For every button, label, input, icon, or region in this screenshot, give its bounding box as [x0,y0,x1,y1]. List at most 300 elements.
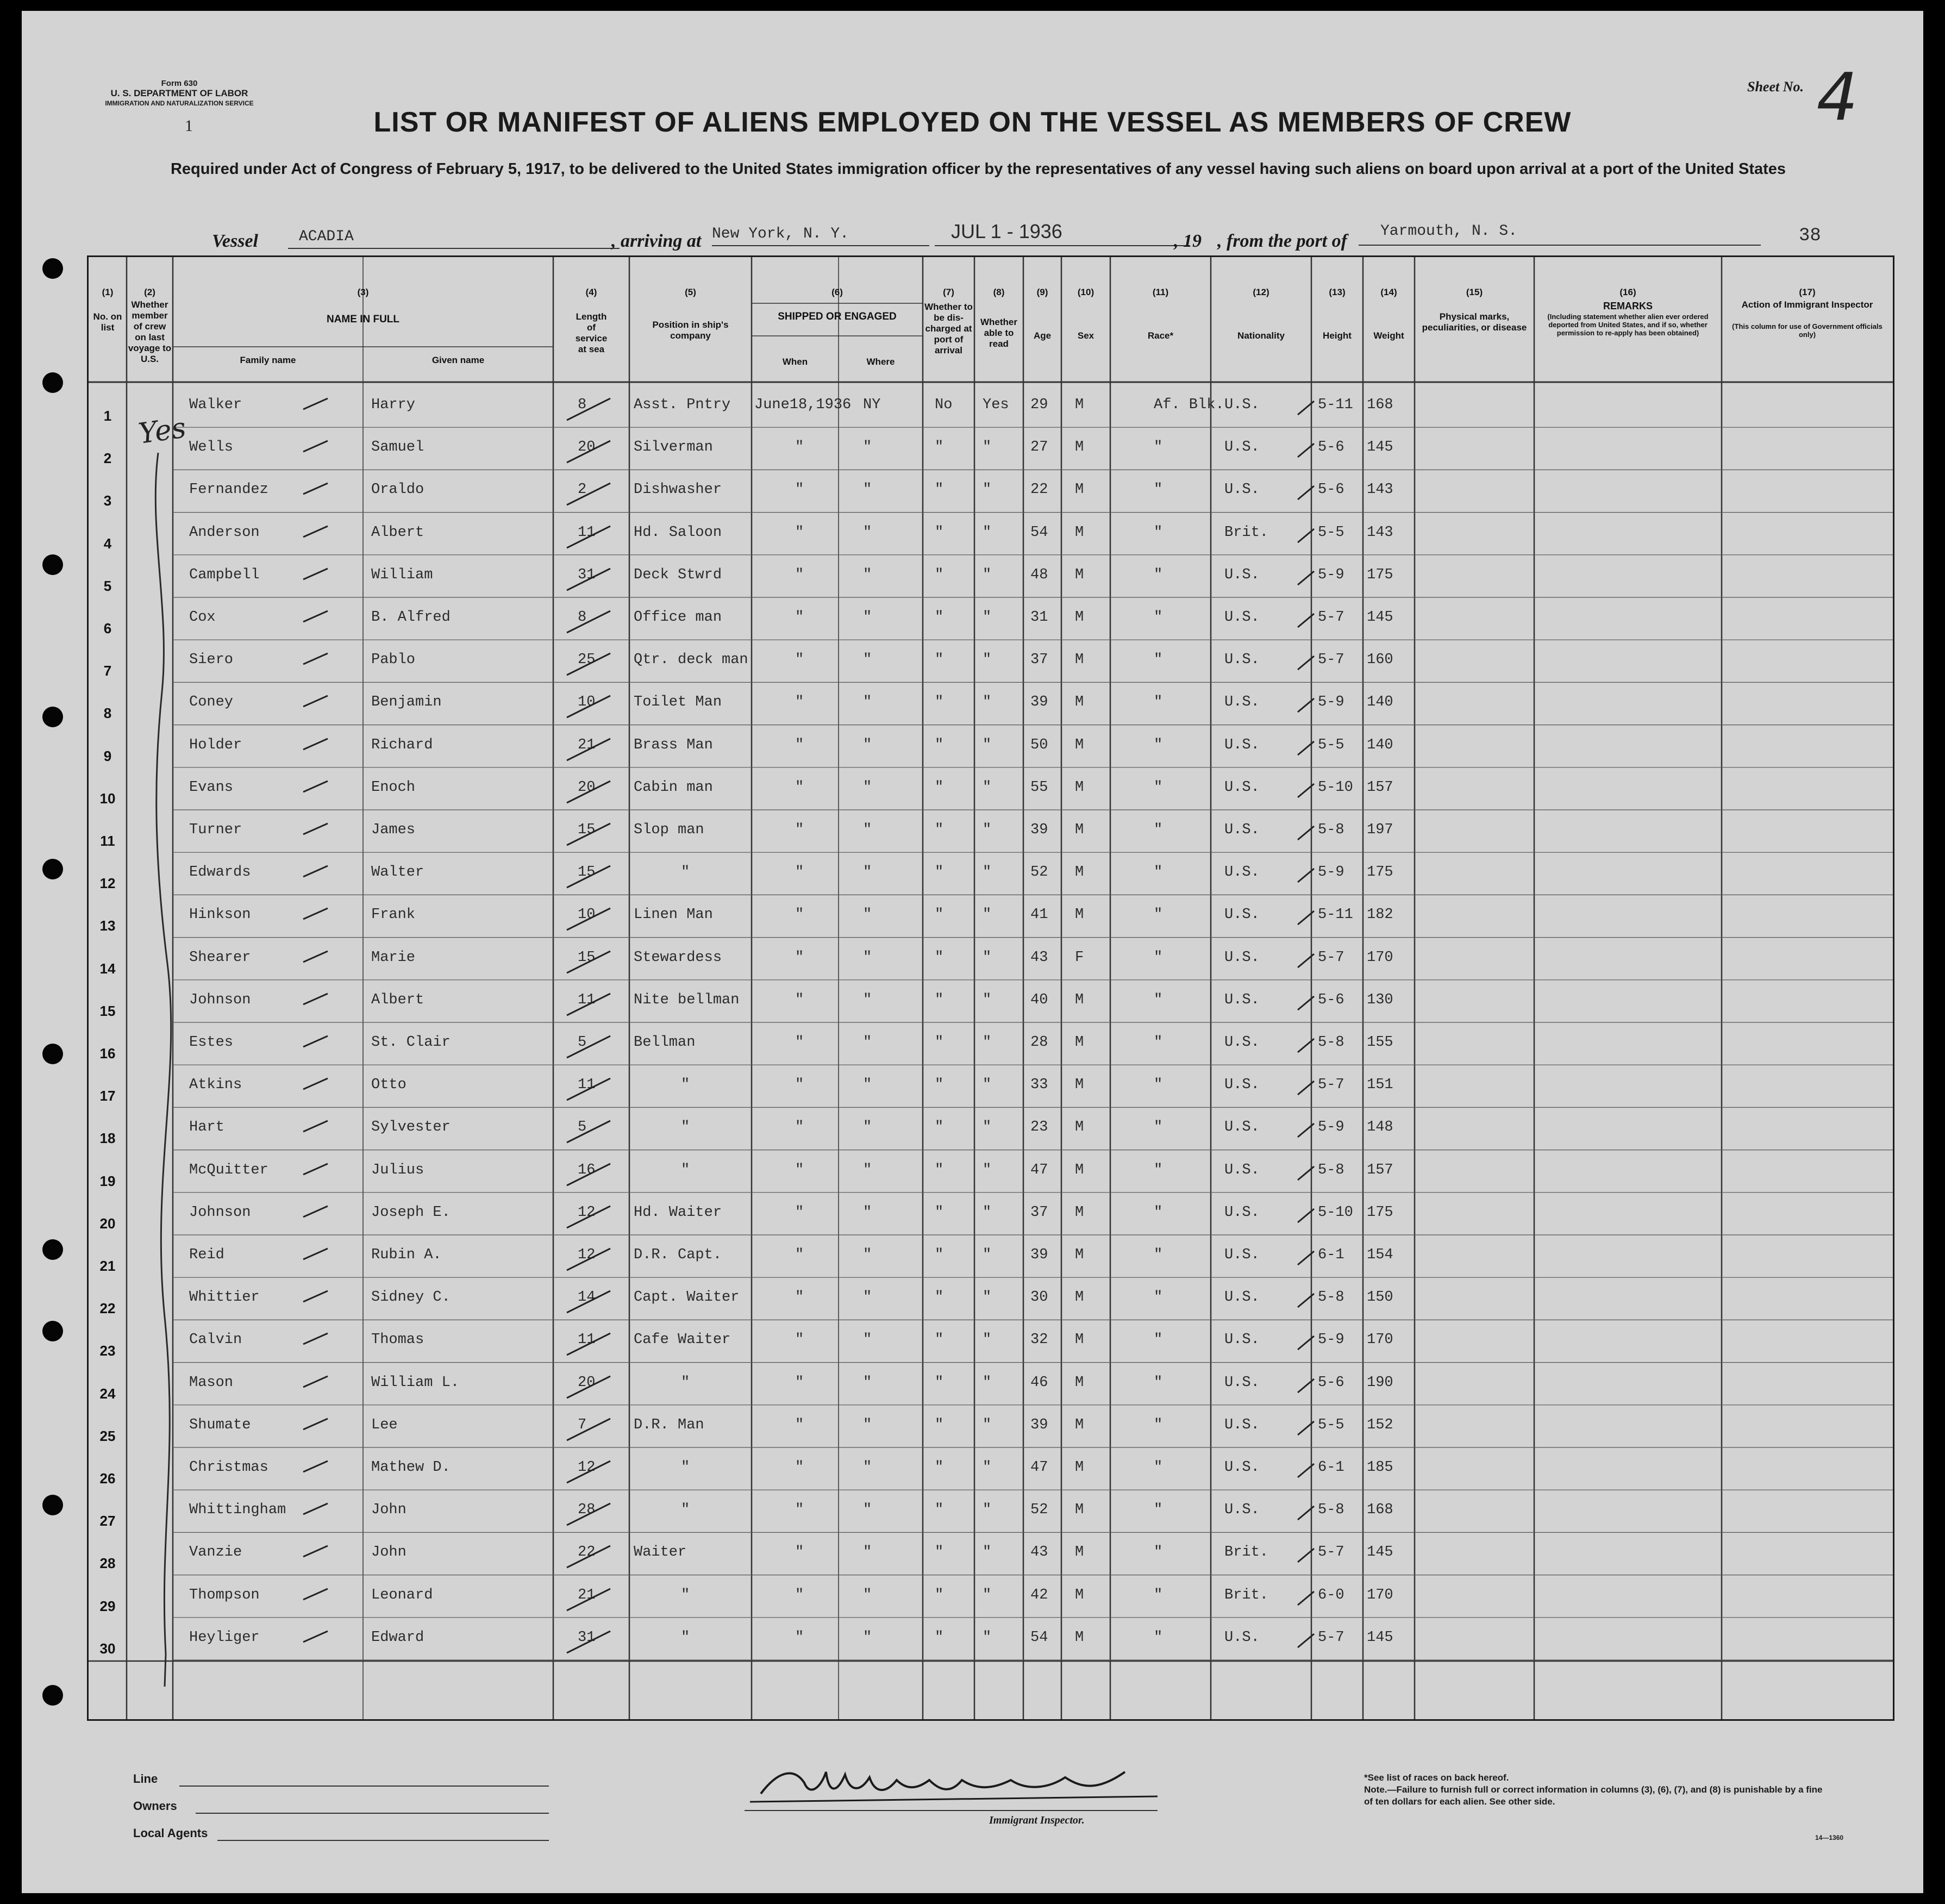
cell-weight: 143 [1367,482,1393,498]
cell-weight: 148 [1367,1119,1393,1136]
cell-when: " [795,1247,804,1263]
cell-where: " [863,694,872,711]
cell-position: Linen Man [634,907,713,923]
cell-sex: M [1075,439,1084,456]
cell-race: " [1154,736,1163,753]
cell-sex: M [1075,1502,1084,1519]
cell-family: Hinkson [189,907,251,923]
cell-read: " [983,482,992,498]
cell-position: " [681,1587,690,1603]
cell-read: " [983,1416,992,1433]
cell-age: 39 [1030,1416,1048,1433]
cell-family: Coney [189,694,234,711]
cell-given: Edward [371,1629,424,1646]
cell-height: 5-7 [1318,1077,1344,1094]
cell-nationality: U.S. [1224,439,1260,456]
cell-race: " [1154,1204,1163,1221]
inspector-signature [745,1750,1179,1810]
check-marks [89,1238,1893,1281]
cell-nationality: U.S. [1224,652,1260,669]
cell-age: 46 [1030,1374,1048,1391]
cell-read: " [983,694,992,711]
cell-nationality: U.S. [1224,1162,1260,1178]
cell-position: " [681,864,690,881]
cell-nationality: U.S. [1224,991,1260,1008]
check-marks [89,388,1893,431]
cell-race: " [1154,439,1163,456]
cell-discharged: " [935,1374,944,1391]
cell-given: Sidney C. [371,1289,451,1306]
cell-weight: 155 [1367,1034,1393,1051]
cell-height: 5-7 [1318,609,1344,626]
cell-when: " [795,1289,804,1306]
cell-nationality: U.S. [1224,1204,1260,1221]
cell-sex: M [1075,524,1084,541]
cell-given: Oraldo [371,482,424,498]
cell-where: " [863,1332,872,1349]
cell-weight: 170 [1367,1332,1393,1349]
cell-where: " [863,1119,872,1136]
cell-when: " [795,1332,804,1349]
row-number: 21 [99,1258,116,1274]
cell-age: 31 [1030,609,1048,626]
cell-discharged: " [935,1502,944,1519]
service-name: IMMIGRATION AND NATURALIZATION SERVICE [105,99,254,107]
header-length-service: Length of service at sea [575,311,608,354]
row-number: 15 [99,1002,116,1019]
cell-where: " [863,482,872,498]
cell-age: 33 [1030,1077,1048,1094]
cell-read: " [983,1162,992,1178]
cell-discharged: " [935,1332,944,1349]
cell-discharged: " [935,652,944,669]
check-marks [89,940,1893,984]
cell-service: 31 [578,1629,596,1646]
punch-hole [42,1239,63,1260]
cell-weight: 175 [1367,864,1393,881]
cell-where: " [863,1162,872,1178]
cell-sex: M [1075,1162,1084,1178]
row-number: 8 [103,705,112,722]
manifest-sheet [22,11,1923,1893]
cell-given: Marie [371,949,416,966]
cell-family: Heyliger [189,1629,260,1646]
cell-where: " [863,652,872,669]
cell-given: Frank [371,907,416,923]
cell-service: 28 [578,1502,596,1519]
cell-nationality: U.S. [1224,1374,1260,1391]
check-marks [89,1450,1893,1494]
cell-discharged: " [935,949,944,966]
cell-height: 5-9 [1318,1332,1344,1349]
check-marks [89,430,1893,473]
cell-height: 5-6 [1318,991,1344,1008]
check-marks [89,600,1893,644]
col-num-9: (9) [1036,287,1048,297]
header-inspector-note: (This column for use of Government officials only) [1732,322,1883,339]
cell-read: " [983,991,992,1008]
cell-nationality: U.S. [1224,1119,1260,1136]
cell-family: McQuitter [189,1162,268,1178]
form-code: 14—1360 [1815,1834,1844,1841]
cell-position: " [681,1077,690,1094]
header-last-voyage: Whether member of crew on last voyage to U.S. [128,299,172,364]
cell-sex: M [1075,1544,1084,1561]
cell-weight: 154 [1367,1247,1393,1263]
cell-position: " [681,1119,690,1136]
cell-given: B. Alfred [371,609,451,626]
cell-race: " [1154,1119,1163,1136]
check-marks [89,770,1893,814]
cell-given: Otto [371,1077,406,1094]
cell-given: Sylvester [371,1119,451,1136]
cell-service: 15 [578,949,596,966]
cell-position: Slop man [634,822,704,838]
row-number: 13 [99,917,116,934]
cell-when: " [795,566,804,583]
cell-when: " [795,1119,804,1136]
cell-service: 20 [578,779,596,796]
cell-nationality: Brit. [1224,1587,1269,1603]
cell-nationality: U.S. [1224,779,1260,796]
cell-nationality: U.S. [1224,1034,1260,1051]
page-subtitle: Required under Act of Congress of February 5, 1917, to be delivered to the United States immigration officer by the representatives of any vessel having such aliens on board upon arrival at a port of the United States [170,160,1786,178]
cell-race: " [1154,1374,1163,1391]
header-race: Race* [1147,330,1174,341]
cell-given: Mathew D. [371,1459,451,1476]
cell-position: Capt. Waiter [634,1289,740,1306]
check-marks [89,1365,1893,1409]
cell-read: " [983,1077,992,1094]
cell-discharged: " [935,822,944,838]
cell-when: " [795,736,804,753]
cell-weight: 140 [1367,694,1393,711]
cell-when: " [795,907,804,923]
cell-age: 37 [1030,652,1048,669]
vessel-name: ACADIA [288,228,620,249]
cell-read: " [983,1587,992,1603]
col-num-8: (8) [993,287,1005,297]
cell-read: " [983,907,992,923]
cell-age: 39 [1030,822,1048,838]
cell-family: Siero [189,652,234,669]
cell-weight: 157 [1367,1162,1393,1178]
header-remarks-note: (Including statement whether alien ever ordered deported from United States, and if so, whether permission to re-apply has been obtained) [1547,313,1709,337]
cell-height: 5-6 [1318,1374,1344,1391]
cell-service: 8 [578,609,587,626]
row-number: 17 [99,1088,116,1104]
cell-weight: 160 [1367,652,1393,669]
check-marks [89,1493,1893,1536]
cell-race: " [1154,1587,1163,1603]
corner-mark: 1 [185,117,193,135]
cell-position: " [681,1459,690,1476]
cell-service: 11 [578,524,596,541]
cell-race: " [1154,652,1163,669]
cell-given: Albert [371,991,424,1008]
check-marks [89,472,1893,516]
handwritten-yes: Yes [136,411,189,451]
row-number: 22 [99,1300,116,1317]
row-number: 5 [103,577,112,594]
row-number: 27 [99,1513,116,1530]
row-number: 4 [103,535,112,552]
cell-position: " [681,1162,690,1178]
footer-owners-rule [196,1813,549,1814]
col-num-2: (2) [144,287,155,297]
cell-nationality: U.S. [1224,694,1260,711]
punch-hole [42,1044,63,1064]
cell-family: Walker [189,397,242,413]
cell-weight: 152 [1367,1416,1393,1433]
cell-nationality: U.S. [1224,864,1260,881]
cell-family: Christmas [189,1459,268,1476]
cell-when: " [795,1416,804,1433]
cell-read: " [983,524,992,541]
cell-when: " [795,864,804,881]
cell-service: 5 [578,1034,587,1051]
check-marks [89,1153,1893,1196]
row-number: 1 [103,408,112,424]
cell-height: 5-5 [1318,524,1344,541]
cell-service: 5 [578,1119,587,1136]
arrival-date-stamp: JUL 1 - 1936 [935,220,1190,246]
cell-age: 39 [1030,694,1048,711]
col-num-12: (12) [1253,287,1269,297]
cell-age: 29 [1030,397,1048,413]
cell-weight: 150 [1367,1289,1393,1306]
header-able-read: Whether able to read [980,317,1017,349]
cell-discharged: No [935,397,953,413]
cell-position: " [681,1502,690,1519]
check-marks [89,813,1893,856]
form-header-block [76,79,283,108]
cell-sex: M [1075,991,1084,1008]
cell-age: 40 [1030,991,1048,1008]
form-number: Form 630 [161,79,198,88]
cell-height: 5-7 [1318,652,1344,669]
cell-service: 25 [578,652,596,669]
cell-position: Silverman [634,439,713,456]
cell-weight: 182 [1367,907,1393,923]
col-num-4: (4) [585,287,597,297]
cell-age: 30 [1030,1289,1048,1306]
cell-discharged: " [935,1034,944,1051]
col-num-10: (10) [1077,287,1095,297]
cell-where: " [863,1416,872,1433]
cell-service: 22 [578,1544,596,1561]
cell-race: " [1154,1289,1163,1306]
cell-race: " [1154,524,1163,541]
cell-age: 52 [1030,1502,1048,1519]
cell-service: 15 [578,864,596,881]
cell-race: " [1154,1416,1163,1433]
signature-rule [745,1810,1158,1811]
cell-race: " [1154,609,1163,626]
cell-weight: 175 [1367,1204,1393,1221]
row-number: 7 [103,663,112,679]
from-port-label: , from the port of [1217,231,1347,251]
cell-service: 15 [578,822,596,838]
cell-family: Edwards [189,864,251,881]
cell-position: Qtr. deck man [634,652,748,669]
cell-given: Joseph E. [371,1204,451,1221]
cell-when: " [795,779,804,796]
cell-given: James [371,822,416,838]
cell-nationality: U.S. [1224,949,1260,966]
cell-race: " [1154,864,1163,881]
cell-read: " [983,1119,992,1136]
header-where: Where [866,357,895,367]
cell-read: " [983,1204,992,1221]
cell-race: Af. Blk. [1154,397,1224,413]
cell-sex: M [1075,864,1084,881]
cell-race: " [1154,1629,1163,1646]
check-marks [89,642,1893,686]
cell-discharged: " [935,482,944,498]
manifest-number: 38 [1799,226,1821,246]
cell-when: " [795,1587,804,1603]
cell-read: " [983,566,992,583]
cell-race: " [1154,482,1163,498]
cell-read: " [983,1502,992,1519]
col-num-6: (6) [831,287,843,297]
cell-height: 5-8 [1318,1162,1344,1178]
cell-height: 5-7 [1318,1544,1344,1561]
cell-discharged: " [935,1459,944,1476]
cell-discharged: " [935,1289,944,1306]
col-num-11: (11) [1152,287,1169,297]
cell-family: Shearer [189,949,251,966]
cell-where: " [863,1629,872,1646]
cell-height: 5-10 [1318,779,1353,796]
row-number: 24 [99,1385,116,1402]
cell-sex: M [1075,1247,1084,1263]
cell-when: " [795,1459,804,1476]
cell-read: " [983,1034,992,1051]
row-number: 14 [99,960,116,977]
punch-hole [42,707,63,727]
cell-read: " [983,1247,992,1263]
cell-nationality: U.S. [1224,1332,1260,1349]
check-marks [89,983,1893,1026]
cell-when: " [795,439,804,456]
cell-sex: M [1075,1332,1084,1349]
cell-service: 8 [578,397,587,413]
cell-weight: 168 [1367,1502,1393,1519]
cell-given: John [371,1544,406,1561]
cell-service: 20 [578,439,596,456]
footer-agents-rule [217,1840,549,1841]
cell-position: Deck Stwrd [634,566,722,583]
cell-weight: 145 [1367,439,1393,456]
cell-weight: 168 [1367,397,1393,413]
cell-age: 43 [1030,949,1048,966]
sheet-number-label: Sheet No. [1747,79,1804,95]
cell-sex: M [1075,1629,1084,1646]
cell-family: Cox [189,609,216,626]
header-physical-marks: Physical marks, peculiarities, or disease [1422,311,1527,333]
cell-sex: M [1075,1034,1084,1051]
cell-age: 54 [1030,1629,1048,1646]
cell-discharged: " [935,864,944,881]
cell-family: Anderson [189,524,260,541]
cell-position: Hd. Waiter [634,1204,722,1221]
header-weight: Weight [1373,330,1404,341]
cell-service: 7 [578,1416,587,1433]
row-number: 16 [99,1045,116,1062]
row-number: 12 [99,875,116,892]
check-marks [89,1620,1893,1664]
check-marks [89,1068,1893,1111]
header-height: Height [1323,330,1352,341]
cell-sex: M [1075,779,1084,796]
cell-family: Whittingham [189,1502,286,1519]
cell-nationality: U.S. [1224,736,1260,753]
cell-service: 10 [578,694,596,711]
manifest-table [87,255,1894,1721]
cell-family: Whittier [189,1289,260,1306]
check-marks [89,685,1893,728]
cell-given: Albert [371,524,424,541]
cell-where: " [863,822,872,838]
cell-position: Dishwasher [634,482,722,498]
cell-position: " [681,1629,690,1646]
col-num-14: (14) [1380,287,1397,297]
header-position: Position in ship's company [652,320,729,341]
cell-race: " [1154,1077,1163,1094]
cell-where: " [863,1374,872,1391]
punch-hole [42,1495,63,1515]
cell-when: " [795,694,804,711]
cell-given: Richard [371,736,433,753]
cell-where: " [863,1587,872,1603]
cell-family: Turner [189,822,242,838]
cell-family: Thompson [189,1587,260,1603]
cell-sex: M [1075,1374,1084,1391]
header-nationality: Nationality [1237,330,1285,341]
cell-service: 12 [578,1459,596,1476]
cell-position: D.R. Capt. [634,1247,722,1263]
cell-read: " [983,779,992,796]
cell-position: Stewardess [634,949,722,966]
cell-race: " [1154,566,1163,583]
cell-read: Yes [983,397,1009,413]
col-num-16: (16) [1619,287,1636,297]
cell-service: 20 [578,1374,596,1391]
cell-sex: M [1075,1416,1084,1433]
cell-nationality: U.S. [1224,1289,1260,1306]
cell-height: 5-8 [1318,822,1344,838]
cell-height: 6-1 [1318,1247,1344,1263]
cell-given: Rubin A. [371,1247,442,1263]
cell-nationality: U.S. [1224,482,1260,498]
page-title: LIST OR MANIFEST OF ALIENS EMPLOYED ON THE VESSEL AS MEMBERS OF CREW [373,107,1572,138]
cell-family: Campbell [189,566,260,583]
cell-family: Shumate [189,1416,251,1433]
cell-where: " [863,1247,872,1263]
cell-service: 14 [578,1289,596,1306]
row-number: 25 [99,1427,116,1444]
check-marks [89,1578,1893,1621]
cell-weight: 190 [1367,1374,1393,1391]
cell-nationality: U.S. [1224,822,1260,838]
cell-when: " [795,1374,804,1391]
cell-service: 11 [578,991,596,1008]
row-number: 2 [103,450,112,467]
cell-weight: 185 [1367,1459,1393,1476]
cell-discharged: " [935,439,944,456]
